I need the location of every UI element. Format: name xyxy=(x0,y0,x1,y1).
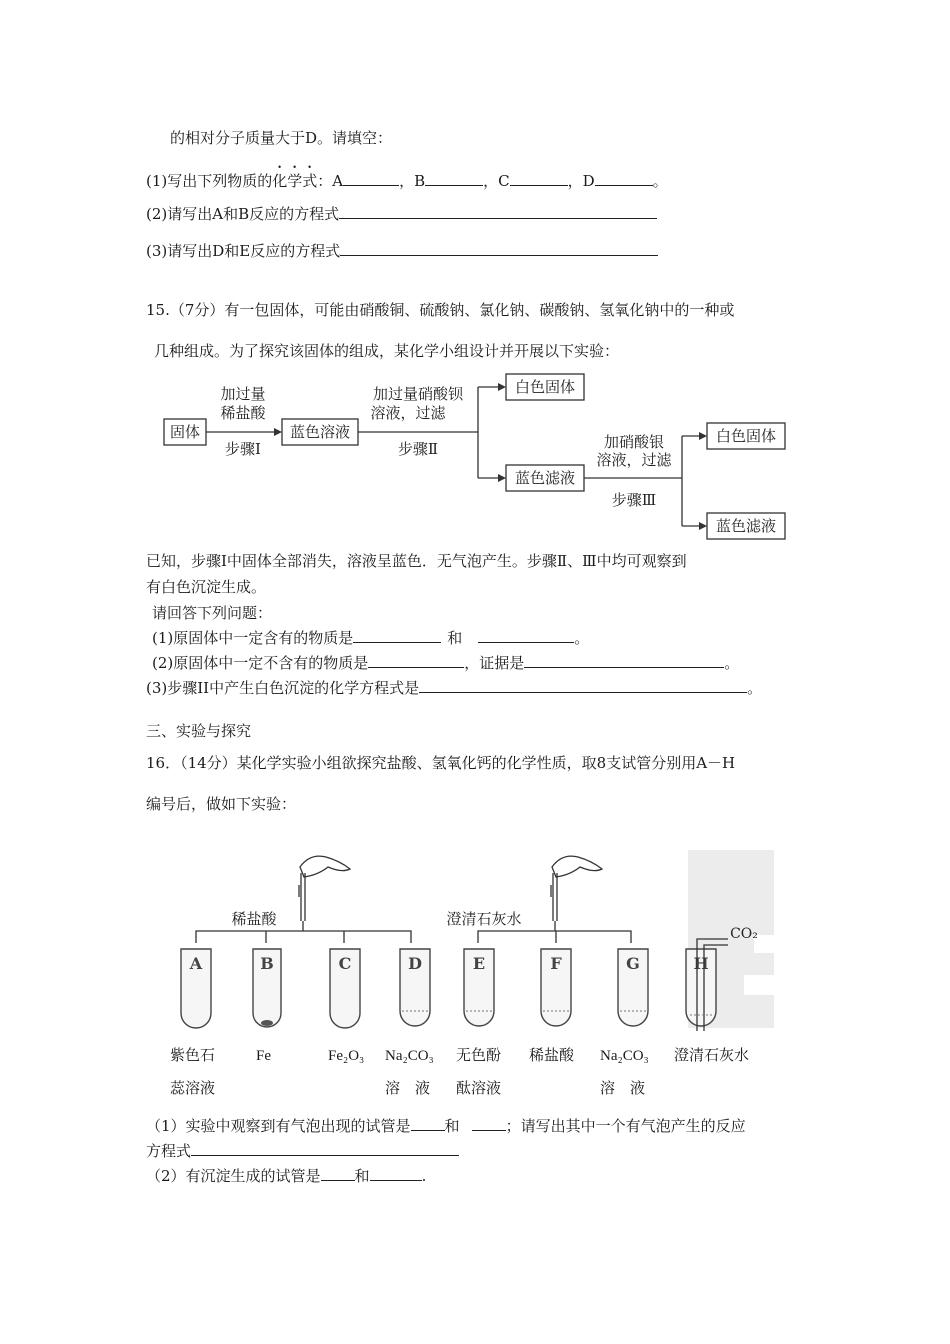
answer-blank[interactable] xyxy=(411,1115,445,1131)
test-tube-a xyxy=(181,949,211,1028)
answer-blank[interactable] xyxy=(478,627,574,643)
q14-intro: 的相对分子质量大于D。请填空： xyxy=(170,129,393,147)
tube-a-content-line2: 蕊溶液 xyxy=(170,1081,216,1097)
tube-letter: A xyxy=(189,954,203,973)
answer-blank[interactable] xyxy=(419,677,747,693)
flow-step3-label: 步骤Ⅲ xyxy=(611,491,657,509)
tube-e-content-line1: 无色酚 xyxy=(456,1048,502,1064)
tube-letter: E xyxy=(472,954,486,973)
answer-blank[interactable] xyxy=(340,240,658,256)
dropper1-label: 稀盐酸 xyxy=(231,910,277,928)
flow-solid-label: 固体 xyxy=(169,423,201,441)
test-tube-d xyxy=(400,949,430,1026)
tube-letter: C xyxy=(338,954,352,973)
dropper2-label: 澄清石灰水 xyxy=(446,910,522,928)
answer-blank[interactable] xyxy=(524,652,724,668)
flow-step1-label: 步骤Ⅰ xyxy=(225,440,261,458)
tube-h-content: 澄清石灰水 xyxy=(674,1048,750,1064)
q14-part3: (3)请写出D和E反应的方程式 xyxy=(146,240,658,261)
tube-letter: B xyxy=(260,954,274,973)
tube-letter: H xyxy=(693,954,709,973)
co2-label: CO₂ xyxy=(730,926,758,942)
tube-letter: F xyxy=(550,954,562,973)
tube-letter: G xyxy=(626,954,640,973)
q16-sub1: （1）实验中观察到有气泡出现的试管是 和 ；请写出其中一个有气泡产生的反应 xyxy=(146,1117,746,1135)
answer-blank[interactable] xyxy=(339,203,657,219)
q15-stem-line1: 15.（7分）有一包固体，可能由硝酸铜、硫酸钠、氯化钠、碳酸钠、氢氧化钠中的一种或 xyxy=(146,301,735,319)
answer-blank[interactable] xyxy=(353,627,441,643)
q15-known-line1: 已知，步骤Ⅰ中固体全部消失，溶液呈蓝色．无气泡产生。步骤Ⅱ、Ⅲ中均可观察到 xyxy=(146,552,687,570)
q15-flow-diagram xyxy=(0,368,950,568)
answer-blank[interactable] xyxy=(191,1140,459,1156)
tube-b-content: Fe xyxy=(256,1048,271,1064)
flow-reagent1-line1: 加过量 xyxy=(220,385,266,403)
flow-reagent3-line2: 溶液，过滤 xyxy=(596,451,672,469)
flow-step2-label: 步骤Ⅱ xyxy=(397,440,439,458)
q14-part2: (2)请写出A和B反应的方程式 xyxy=(146,203,657,224)
test-tube-f xyxy=(541,949,571,1026)
answer-blank[interactable] xyxy=(321,1165,355,1181)
q15-ask: 请回答下列问题： xyxy=(152,604,273,622)
tube-c-content: Fe₂O₃ xyxy=(328,1048,365,1064)
q15-known-line2: 有白色沉淀生成。 xyxy=(146,578,267,596)
q15-answer2: (2)原固体中一定不含有的物质是 ，证据是 。 xyxy=(152,654,740,672)
q16-sub2: （2）有沉淀生成的试管是 和 . xyxy=(146,1167,427,1185)
flow-reagent3-line1: 加硝酸银 xyxy=(603,433,665,451)
q16-stem-line1: 16．（14分）某化学实验小组欲探究盐酸、氢氧化钙的化学性质，取8支试管分别用A－H xyxy=(146,754,736,772)
q14-part1: (1)写出下列物质的化学式：A ，B ，C ，D 。 xyxy=(146,172,668,190)
tube-e-content-line2: 酞溶液 xyxy=(456,1081,502,1097)
tube-f-content: 稀盐酸 xyxy=(529,1048,575,1064)
flow-white-solid-1-label: 白色固体 xyxy=(514,378,576,396)
tube-a-content-line1: 紫色石 xyxy=(170,1048,216,1064)
answer-blank[interactable] xyxy=(370,1165,422,1181)
q15-answer1: (1)原固体中一定含有的物质是 和 。 xyxy=(152,629,590,647)
section-title: 三、实验与探究 xyxy=(146,722,252,740)
q16-stem-line2: 编号后，做如下实验： xyxy=(146,795,297,813)
flow-reagent1-line2: 稀盐酸 xyxy=(220,404,266,422)
tube-d-content-line2: 溶 液 xyxy=(385,1081,431,1097)
tube-g-content-line1: Na₂CO₃ xyxy=(600,1048,649,1064)
test-tube-e xyxy=(464,949,494,1026)
tube-d-content-line1: Na₂CO₃ xyxy=(385,1048,434,1064)
test-tube-g xyxy=(618,949,648,1026)
answer-blank[interactable] xyxy=(425,170,483,186)
test-tube-c xyxy=(330,949,360,1028)
dropper-hand-icon xyxy=(299,856,350,921)
flow-reagent2-line1: 加过量硝酸钡 xyxy=(372,385,464,403)
flow-blue-filtrate-2-label: 蓝色滤液 xyxy=(715,517,777,535)
tube-g-content-line2: 溶 液 xyxy=(600,1081,646,1097)
answer-blank[interactable] xyxy=(595,170,653,186)
q15-stem-line2: 几种组成。为了探究该固体的组成，某化学小组设计并开展以下实验： xyxy=(154,342,620,360)
tube-letter: D xyxy=(408,954,422,973)
q16-sub1-line2: 方程式 xyxy=(146,1140,459,1161)
answer-blank[interactable] xyxy=(368,652,464,668)
answer-blank[interactable] xyxy=(510,170,568,186)
answer-blank[interactable] xyxy=(343,170,399,186)
flow-blue-solution-label: 蓝色溶液 xyxy=(289,423,351,441)
answer-blank[interactable] xyxy=(472,1115,506,1131)
q16-experiment-figure xyxy=(0,845,950,1045)
flow-reagent2-line2: 溶液，过滤 xyxy=(370,404,446,422)
flow-white-solid-2-label: 白色固体 xyxy=(715,427,777,445)
dropper-hand-icon xyxy=(551,856,602,921)
flow-blue-filtrate-1-label: 蓝色滤液 xyxy=(514,469,576,487)
test-tube-b xyxy=(253,949,281,1027)
q15-answer3: (3)步骤II中产生白色沉淀的化学方程式是 。 xyxy=(146,679,763,697)
